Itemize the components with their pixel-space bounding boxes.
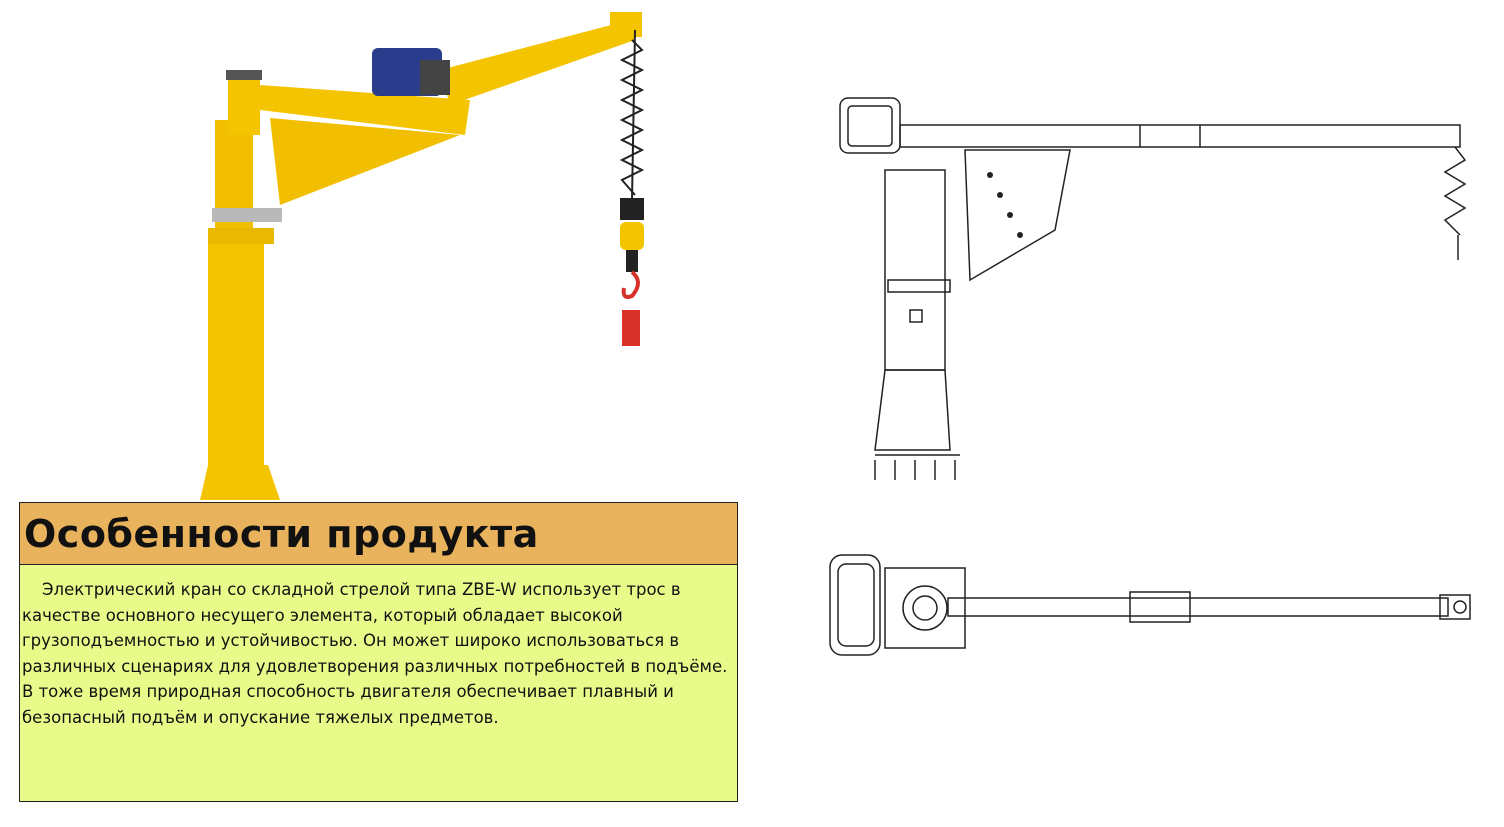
features-title: Особенности продукта bbox=[24, 511, 539, 556]
jib-crane-photo bbox=[180, 0, 700, 500]
side-view-drawing bbox=[820, 80, 1480, 500]
top-view-drawing bbox=[820, 540, 1480, 670]
product-features-panel bbox=[19, 502, 738, 802]
features-description: Электрический кран со складной стрелой типа ZBE-W использует трос в качестве основного несущего элемента, который обладает высокой грузоподъемностью и устойчивостью. Он может широко использоваться в различных сценариях для удовлетворения различных потребностей в подъёме. В тоже время природная способность двигателя обеспечивает плавный и безопасный подъём и опускание тяжелых предметов. bbox=[22, 580, 728, 727]
features-header bbox=[20, 503, 737, 565]
